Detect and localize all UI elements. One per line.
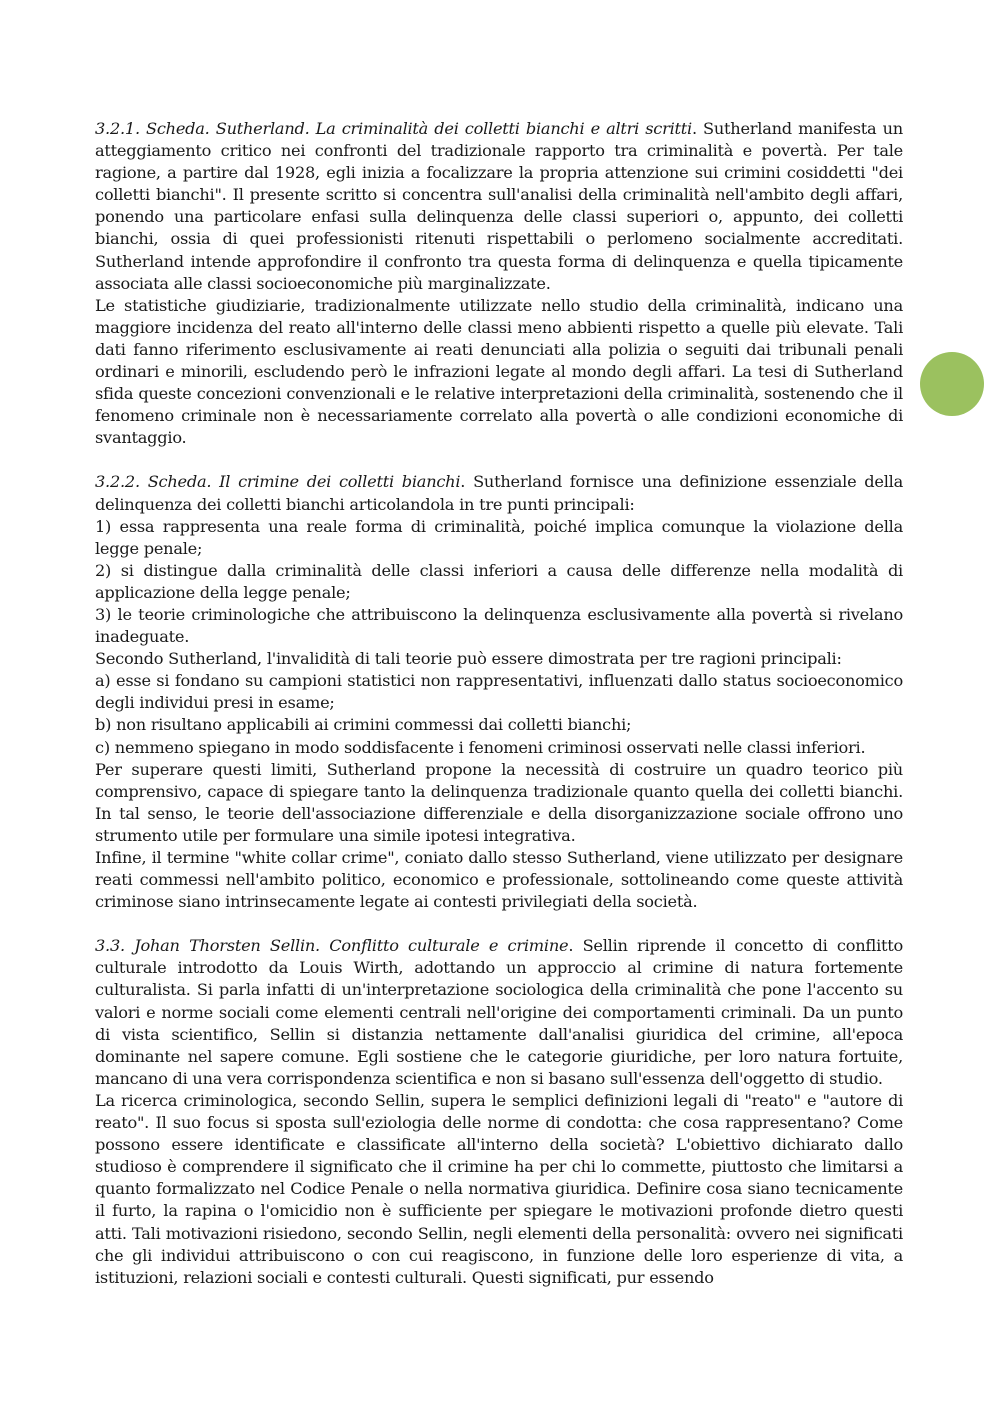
decorative-green-circle [920, 352, 984, 416]
list-item-3: 3) le teorie criminologiche che attribuiscono la delinquenza esclusivamente alla povertà si rivelano inadeguate. [95, 604, 903, 647]
section-3-2-1-paragraph-2: Le statistiche giudiziarie, tradizionalmente utilizzate nello studio della criminalità, indicano una maggiore incidenza del reato all'interno delle classi meno abbienti rispetto a quelle più elevate. Tali dati fanno riferimento esclusivamente ai reati denunciati alla polizia o seguiti dai tribunali penali ordinari e minorili, escludendo però le infrazioni legate al mondo degli affari. La tesi di Sutherland sfida queste concezioni convenzionali e le relative interpretazioni della criminalità, sostenendo che il fenomeno criminale non è necessariamente correlato alla povertà o alle condizioni economiche di svantaggio. [95, 295, 903, 448]
reason-c: c) nemmeno spiegano in modo soddisfacente i fenomeni criminosi osservati nelle classi inferiori. [95, 737, 866, 757]
document-body [95, 118, 903, 1289]
section-3-2-2-paragraph-1: 3.2.2. Scheda. Il crimine dei colletti bianchi. Sutherland fornisce una definizione essenziale della delinquenza dei colletti bianchi articolandola in tre punti principali: [95, 472, 903, 514]
section-3-3-paragraph-2: La ricerca criminologica, secondo Sellin, supera le semplici definizioni legali di "reato" e "autore di reato". Il suo focus si sposta sull'eziologia delle norme di condotta: che cosa rappresentano? Come possono essere identificate e classificate all'interno della società? L'obiettivo dichiarato dallo studioso è comprendere il significato che il crimine ha per chi lo commette, piuttosto che limitarsi a quanto formalizzato nel Codice Penale o nella normativa giuridica. Definire cosa siano tecnicamente il furto, la rapina o l'omicidio non è sufficiente per spiegare le motivazioni profonde dietro questi atti. Tali motivazioni risiedono, secondo Sellin, negli elementi della personalità: ovvero nei significati che gli individui attribuiscono o con cui reagiscono, in funzione delle loro esperienze di vita, a istituzioni, relazioni sociali e contesti culturali. Questi significati, pur essendo [95, 1090, 903, 1287]
list-item-2: 2) si distingue dalla criminalità delle classi inferiori a causa delle differenze nella modalità di applicazione della legge penale; [95, 560, 903, 602]
list-item-1: 1) essa rappresenta una reale forma di criminalità, poiché implica comunque la violazione della legge penale; [95, 516, 903, 558]
section-3-2-1-heading: 3.2.1. Scheda. Sutherland. La criminalità dei colletti bianchi e altri scritti [95, 119, 692, 138]
section-3-2-1-paragraph-1: 3.2.1. Scheda. Sutherland. La criminalità dei colletti bianchi e altri scritti. Sutherland manifesta un atteggiamento critico nei confronti del tradizionale rapporto tra criminalità e povertà. Per tale ragione, a partire dal 1928, egli inizia a focalizzare la propria attenzione sui crimini cosiddetti "dei colletti bianchi". Il presente scritto si concentra sull'analisi della criminalità nell'ambito degli affari, ponendo una particolare enfasi sulla delinquenza delle classi superiori o, appunto, dei colletti bianchi, ossia di quei professionisti ritenuti rispettabili o perlomeno socialmente accreditati. Sutherland intende approfondire il confronto tra questa forma di delinquenza e quella tipicamente associata alle classi socioeconomiche più marginalizzate. [95, 119, 903, 293]
section-3-3-heading: 3.3. Johan Thorsten Sellin. Conflitto culturale e crimine [95, 936, 569, 956]
section-3-2-1-text-1: Sutherland manifesta un atteggiamento critico nei confronti del tradizionale rapporto tra criminalità e povertà. Per tale ragione, a partire dal 1928, egli inizia a focalizzare la propria attenzione sui crimini cosiddetti "dei colletti bianchi". Il presente scritto si concentra sull'analisi della criminalità nell'ambito degli affari, ponendo una particolare enfasi sulla delinquenza delle classi superiori o, appunto, dei colletti bianchi, ossia di quei professionisti ritenuti rispettabili o perlomeno socialmente accreditati. Sutherland intende approfondire il confronto tra questa forma di delinquenza e quella tipicamente associata alle classi socioeconomiche più marginalizzate. [95, 119, 903, 293]
section-3-2-2-paragraph-white-collar: Infine, il termine "white collar crime", coniato dallo stesso Sutherland, viene utilizzato per designare reati commessi nell'ambito politico, economico e professionale, sottolineando come queste attività criminose siano intrinsecamente legate ai contesti privilegiati della società. [95, 848, 903, 912]
reasons-intro: Secondo Sutherland, l'invalidità di tali teorie può essere dimostrata per tre ragioni principali: [95, 649, 842, 669]
section-3-2-2-paragraph-limits: Per superare questi limiti, Sutherland propone la necessità di costruire un quadro teorico più comprensivo, capace di spiegare tanto la delinquenza tradizionale quanto quella dei colletti bianchi. In tal senso, le teorie dell'associazione differenziale e della disorganizzazione sociale offrono uno strumento utile per formulare una simile ipotesi integrativa. [95, 759, 903, 845]
section-3-2-2-text-1: Sutherland fornisce una definizione essenziale della delinquenza dei colletti bianchi articolandola in tre punti principali: [95, 472, 903, 514]
section-3-3-paragraph-1: 3.3. Johan Thorsten Sellin. Conflitto culturale e crimine. Sellin riprende il concetto di conflitto culturale introdotto da Louis Wirth, adottando un approccio al crimine di natura fortemente culturalista. Si parla infatti di un'interpretazione sociologica della criminalità che pone l'accento su valori e norme sociali come elementi centrali nell'origine dei comportamenti criminali. Da un punto di vista scientifico, Sellin si distanzia nettamente dall'analisi giuridica del crimine, all'epoca dominante nel sapere comune. Egli sostiene che le categorie giuridiche, per loro natura fortuite, mancano di una vera corrispondenza scientifica e non si basano sull'essenza dell'oggetto di studio. [95, 936, 904, 1088]
reason-a: a) esse si fondano su campioni statistici non rappresentativi, influenzati dallo status socioeconomico degli individui presi in esame; [95, 671, 903, 713]
section-3-2-2-heading: 3.2.2. Scheda. Il crimine dei colletti bianchi [95, 472, 461, 492]
reason-b: b) non risultano applicabili ai crimini commessi dai colletti bianchi; [95, 715, 632, 735]
section-3-3-text-1: Sellin riprende il concetto di conflitto culturale introdotto da Louis Wirth, adottando un approccio al crimine di natura fortemente culturalista. Si parla infatti di un'interpretazione sociologica della criminalità che pone l'accento su valori e norme sociali come elementi centrali nell'origine dei comportamenti criminali. Da un punto di vista scientifico, Sellin si distanzia nettamente dall'analisi giuridica del crimine, all'epoca dominante nel sapere comune. Egli sostiene che le categorie giuridiche, per loro natura fortuite, mancano di una vera corrispondenza scientifica e non si basano sull'essenza dell'oggetto di studio. [95, 936, 904, 1088]
